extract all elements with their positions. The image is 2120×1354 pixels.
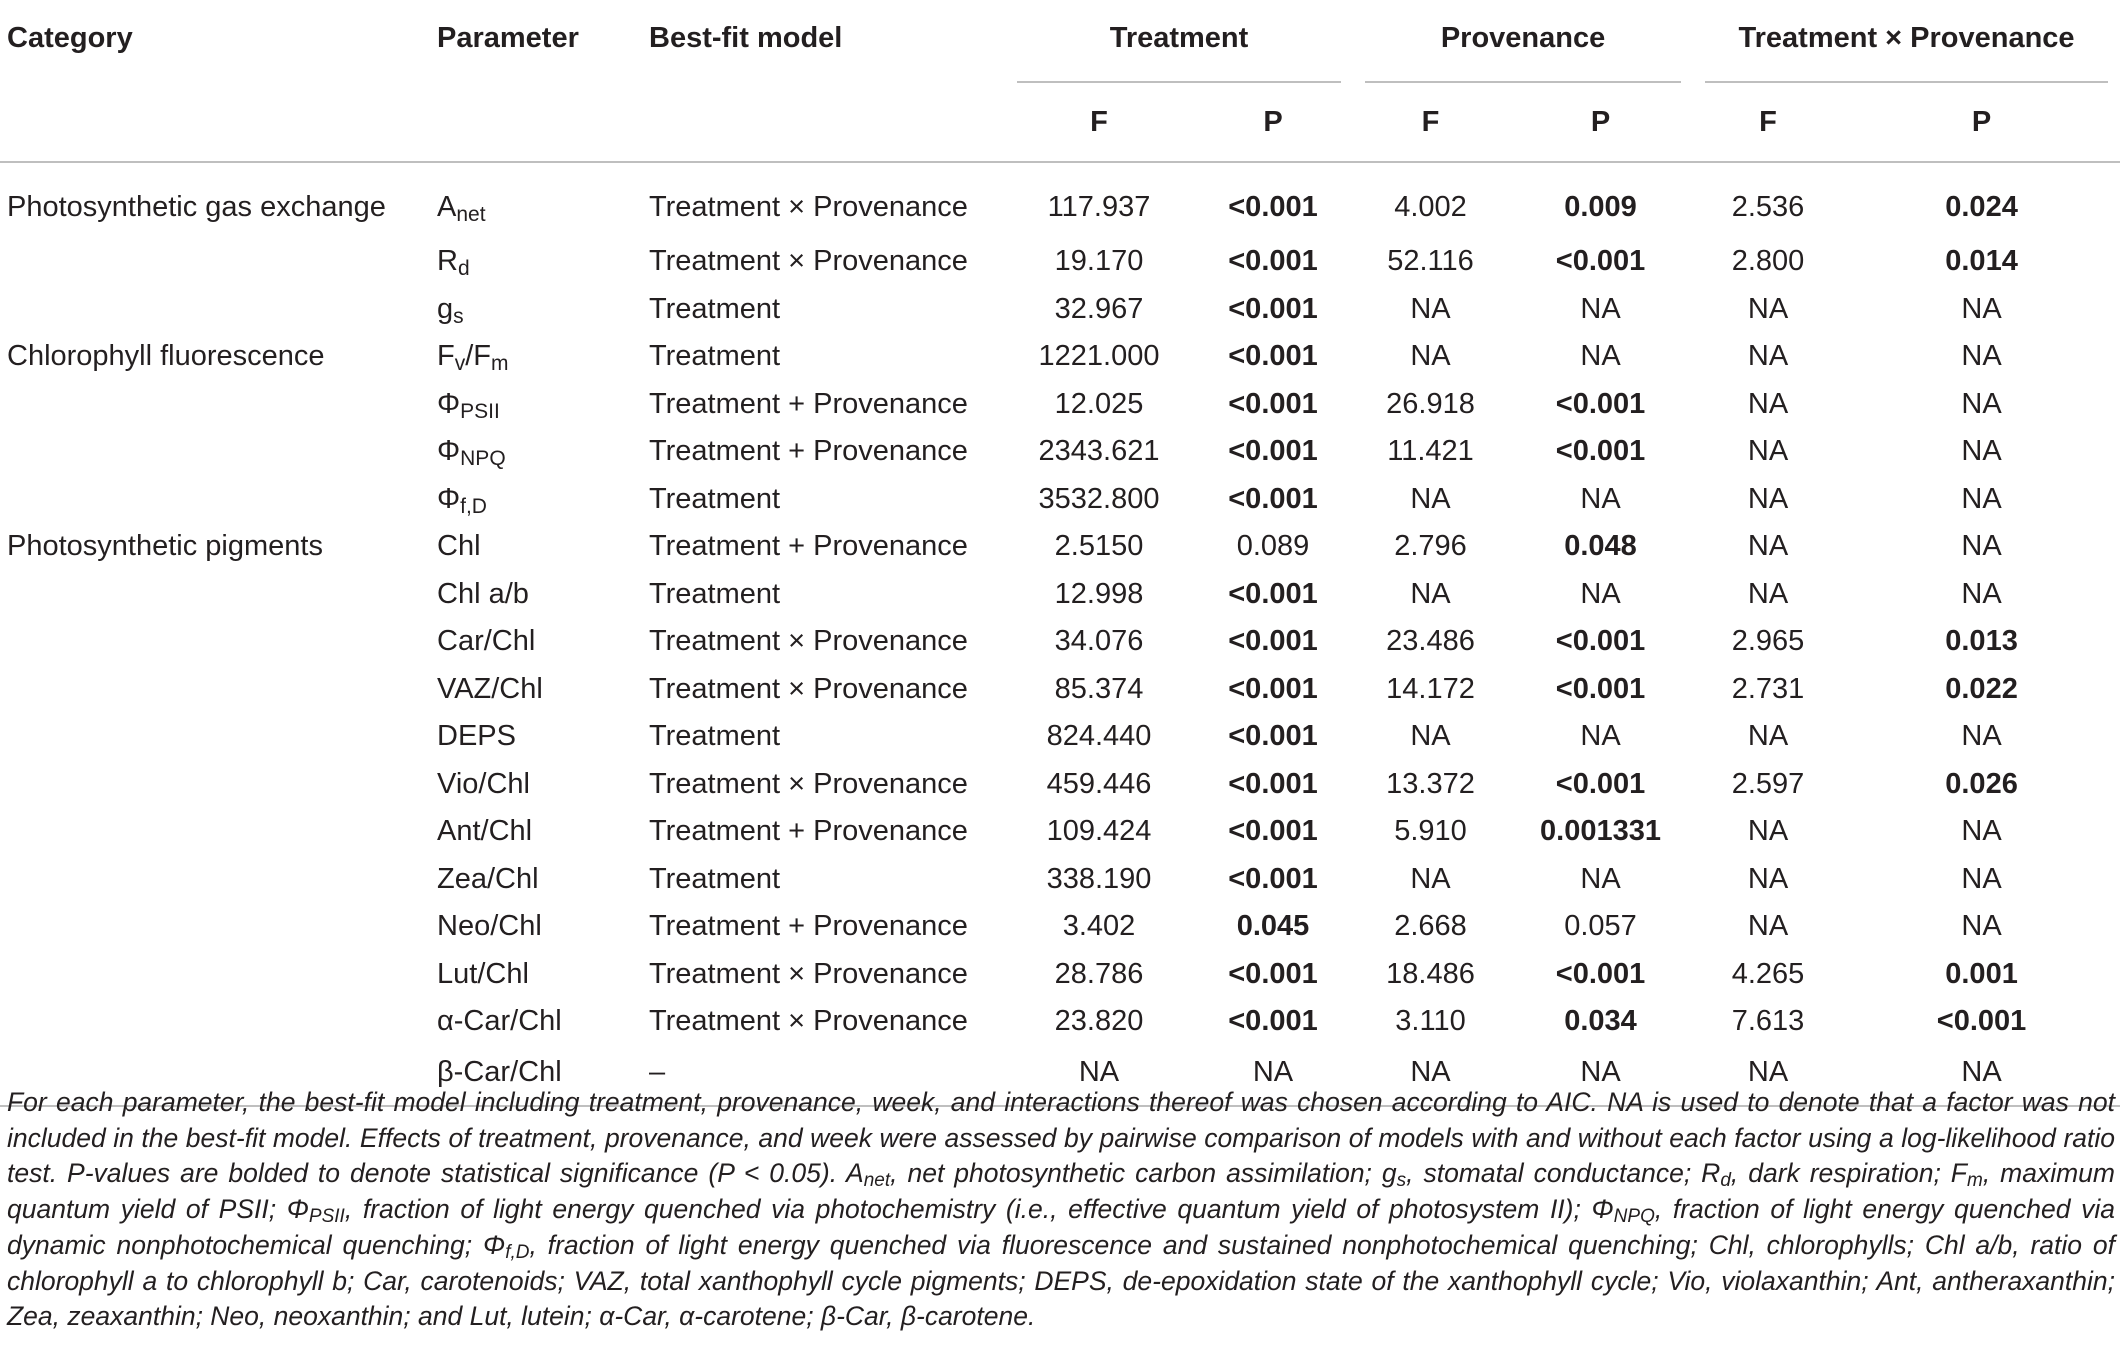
footnote-text-5: , maximum quantum yield of PSII; Φ xyxy=(7,1158,2115,1225)
cell-provenance-f: NA xyxy=(1410,720,1451,753)
header-group-interaction xyxy=(1693,0,2120,83)
parameter-symbol: Lut/Chl xyxy=(437,957,529,990)
cell-provenance-f: 14.172 xyxy=(1386,672,1475,705)
cell-category: Chlorophyll fluorescence xyxy=(7,340,325,373)
table-footnote xyxy=(7,1085,2115,1335)
cell-provenance-p: 0.057 xyxy=(1564,910,1637,943)
parameter-symbol: Neo/Chl xyxy=(437,910,542,943)
cell-treatment-f: 19.170 xyxy=(1054,245,1144,278)
cell-interaction-p: NA xyxy=(1961,482,2002,515)
cell-provenance-f: NA xyxy=(1410,1055,1451,1088)
cell-category xyxy=(0,998,437,1046)
table-header xyxy=(0,0,2120,162)
cell-provenance-p: 0.034 xyxy=(1564,1005,1637,1038)
cell-provenance-f: NA xyxy=(1410,862,1451,895)
cell-parameter xyxy=(437,162,649,238)
parameter-subscript: d xyxy=(457,257,470,281)
cell-treatment-f: 459.446 xyxy=(1046,767,1152,800)
parameter-subscript: NPQ xyxy=(460,447,506,471)
cell-provenance-p: <0.001 xyxy=(1555,387,1646,420)
cell-parameter xyxy=(437,808,649,856)
cell-provenance-p: 0.048 xyxy=(1564,530,1637,563)
cell-interaction-p: <0.001 xyxy=(1936,1005,2027,1038)
parameter-subscript: net xyxy=(456,203,486,226)
cell-treatment-f: 12.025 xyxy=(1054,387,1144,420)
parameter-symbol: α-Car/Chl xyxy=(437,1005,562,1038)
header-blank-model xyxy=(649,83,1005,162)
header-blank-parameter xyxy=(437,83,649,162)
footnote-text-6: , fraction of light energy quenched via photochemistry (i.e., effective quantum yield of photosystem II); Φ xyxy=(344,1194,1614,1225)
table-row xyxy=(0,713,2120,761)
cell-treatment-f: 23.820 xyxy=(1054,1005,1144,1038)
footnote-text-4: , dark respiration; F xyxy=(1730,1158,1967,1189)
footnote-text-7: , fraction of light energy quenched via dynamic nonphotochemical quenching; Φ xyxy=(7,1194,2115,1260)
cell-provenance-p: NA xyxy=(1580,340,1621,373)
cell-best-fit-model: Treatment × Provenance xyxy=(649,672,968,705)
table-body xyxy=(0,162,2120,1106)
cell-interaction-f: NA xyxy=(1747,435,1789,468)
cell-parameter xyxy=(437,286,649,334)
cell-provenance-p: <0.001 xyxy=(1555,435,1646,468)
parameter-subscript: v xyxy=(454,352,466,376)
cell-best-fit-model: Treatment + Provenance xyxy=(649,435,968,468)
cell-best-fit-model: Treatment xyxy=(649,340,781,373)
table-row xyxy=(0,476,2120,524)
cell-best-fit-model: Treatment xyxy=(649,720,781,753)
cell-provenance-f: 2.668 xyxy=(1394,910,1467,943)
table-row xyxy=(0,903,2120,951)
parameter-symbol: g xyxy=(437,292,454,325)
parameter-symbol: Φ xyxy=(437,435,461,468)
cell-provenance-f: 52.116 xyxy=(1387,245,1474,278)
cell-category: Photosynthetic pigments xyxy=(7,530,323,563)
cell-interaction-f: NA xyxy=(1747,815,1789,848)
cell-interaction-p: NA xyxy=(1961,720,2002,753)
header-group-treatment xyxy=(1005,0,1353,83)
footnote-text-8: , fraction of light energy quenched via fluorescence and sustained nonphotochemical quenching; Chl, chlorophylls; Chl a/b, ratio of chlorophyll a to chlorophyll b; Car, carotenoids; VAZ, total xanthophyll cycle pigments; DEPS, de-epoxidation state of the xanthophyll cycle; Vio, violaxanthin; Ant, antheraxanthin; Zea, zeaxanthin; Neo, neoxanthin; and Lut, lutein; α-Car, α-carotene; β-Car, β-carotene. xyxy=(7,1229,2115,1332)
header-row-groups xyxy=(0,0,2120,83)
cell-category xyxy=(0,808,437,856)
cell-interaction-f: NA xyxy=(1747,577,1789,610)
cell-provenance-p: <0.001 xyxy=(1555,245,1646,278)
cell-parameter xyxy=(437,761,649,809)
cell-interaction-p: NA xyxy=(1961,530,2002,563)
cell-interaction-p: NA xyxy=(1961,387,2002,420)
cell-category xyxy=(0,428,437,476)
cell-interaction-p: 0.001 xyxy=(1945,957,2018,990)
cell-category xyxy=(0,666,437,714)
parameter-symbol: VAZ/Chl xyxy=(437,672,543,705)
cell-interaction-p: NA xyxy=(1961,1055,2002,1088)
parameter-symbol: F xyxy=(437,340,455,373)
cell-best-fit-model: Treatment xyxy=(649,482,781,515)
cell-interaction-f: NA xyxy=(1747,530,1789,563)
header-group-interaction-label: Treatment × Provenance xyxy=(1738,22,2075,54)
cell-parameter xyxy=(437,381,649,429)
parameter-symbol: Chl a/b xyxy=(437,577,529,610)
cell-interaction-p: NA xyxy=(1961,577,2002,610)
parameter-subscript: s xyxy=(453,304,464,328)
header-group-treatment-label: Treatment xyxy=(1109,22,1249,54)
cell-best-fit-model: Treatment + Provenance xyxy=(649,910,968,943)
table-row xyxy=(0,666,2120,714)
footnote-sub-psii: PSII xyxy=(308,1206,345,1228)
parameter-symbol: DEPS xyxy=(437,720,516,753)
table-row xyxy=(0,761,2120,809)
cell-best-fit-model: Treatment xyxy=(649,292,781,325)
cell-interaction-p: 0.013 xyxy=(1945,625,2018,658)
cell-treatment-p: <0.001 xyxy=(1228,767,1318,800)
cell-treatment-p: 0.045 xyxy=(1236,910,1310,943)
cell-interaction-f: 7.613 xyxy=(1731,1005,1805,1038)
parameter-subscript: f,D xyxy=(460,494,487,518)
cell-interaction-f: NA xyxy=(1747,862,1789,895)
cell-category xyxy=(0,238,437,286)
cell-interaction-p: NA xyxy=(1961,435,2002,468)
parameter-subscript: PSII xyxy=(460,399,500,423)
cell-interaction-f: 2.965 xyxy=(1731,625,1805,658)
cell-best-fit-model: Treatment × Provenance xyxy=(649,767,968,800)
cell-interaction-f: NA xyxy=(1747,720,1789,753)
table-row xyxy=(0,856,2120,904)
cell-interaction-p: 0.022 xyxy=(1945,672,2018,705)
footnote-text-1: For each parameter, the best-fit model including treatment, provenance, week, and interactions thereof was chosen according to AIC. NA is used to denote that a factor was not included in the best-fit model. Effects of treatment, provenance, and week were assessed by pairwise comparison of models with and without each factor using a log-likelihood ratio test. P-values are bolded to denote statistical significance (P < 0.05). A xyxy=(7,1087,2115,1189)
cell-interaction-f: 2.536 xyxy=(1731,191,1805,223)
cell-category xyxy=(0,381,437,429)
cell-best-fit-model: – xyxy=(649,1055,666,1088)
cell-provenance-f: 11.421 xyxy=(1387,435,1474,468)
cell-treatment-p: NA xyxy=(1252,1055,1294,1088)
footnote-sub-m: m xyxy=(1966,1170,1983,1192)
parameter-symbol: Zea/Chl xyxy=(437,862,539,895)
cell-category xyxy=(0,713,437,761)
cell-category xyxy=(0,476,437,524)
cell-treatment-f: 338.190 xyxy=(1046,862,1152,895)
cell-category xyxy=(0,903,437,951)
table-row xyxy=(0,808,2120,856)
parameter-symbol: R xyxy=(437,245,458,278)
cell-provenance-p: 0.009 xyxy=(1564,191,1637,223)
cell-interaction-p: 0.026 xyxy=(1945,767,2018,800)
footnote-text-3: , stomatal conductance; R xyxy=(1406,1158,1721,1189)
cell-interaction-p: NA xyxy=(1961,292,2002,325)
table-row xyxy=(0,162,2120,238)
cell-interaction-f: 4.265 xyxy=(1731,957,1805,990)
cell-treatment-f: 824.440 xyxy=(1046,720,1152,753)
cell-interaction-p: 0.014 xyxy=(1945,245,2018,278)
table-row xyxy=(0,428,2120,476)
cell-treatment-f: NA xyxy=(1078,1055,1120,1088)
parameter-symbol: Φ xyxy=(437,387,461,420)
cell-treatment-f: 3.402 xyxy=(1062,910,1136,943)
table-row xyxy=(0,998,2120,1046)
cell-best-fit-model: Treatment × Provenance xyxy=(649,1005,968,1038)
cell-interaction-f: 2.597 xyxy=(1731,767,1805,800)
cell-treatment-f: 34.076 xyxy=(1054,625,1144,658)
cell-parameter xyxy=(437,666,649,714)
cell-interaction-f: NA xyxy=(1747,387,1789,420)
footnote-text-2: , net photosynthetic carbon assimilation; g xyxy=(890,1158,1397,1189)
cell-treatment-p: <0.001 xyxy=(1228,292,1318,325)
cell-treatment-f: 117.937 xyxy=(1047,191,1151,223)
cell-interaction-p: NA xyxy=(1961,815,2002,848)
header-provenance-f: F xyxy=(1421,105,1440,138)
cell-category xyxy=(0,761,437,809)
cell-treatment-p: <0.001 xyxy=(1228,957,1318,990)
cell-parameter xyxy=(437,333,649,381)
cell-interaction-p: NA xyxy=(1961,340,2002,373)
cell-category xyxy=(0,286,437,334)
parameter-suffix: /F xyxy=(465,340,491,373)
cell-treatment-f: 85.374 xyxy=(1054,672,1144,705)
cell-interaction-f: 2.731 xyxy=(1731,672,1805,705)
cell-interaction-f: NA xyxy=(1747,340,1789,373)
cell-provenance-f: 18.486 xyxy=(1386,957,1475,990)
cell-treatment-f: 12.998 xyxy=(1054,577,1144,610)
cell-best-fit-model: Treatment × Provenance xyxy=(649,191,968,223)
cell-treatment-p: <0.001 xyxy=(1228,577,1318,610)
cell-category xyxy=(0,571,437,619)
table-row xyxy=(0,523,2120,571)
cell-provenance-p: NA xyxy=(1580,577,1621,610)
header-blank-category xyxy=(0,83,437,162)
cell-best-fit-model: Treatment × Provenance xyxy=(649,625,968,658)
cell-treatment-f: 2343.621 xyxy=(1038,435,1160,468)
cell-best-fit-model: Treatment xyxy=(649,862,781,895)
cell-treatment-p: <0.001 xyxy=(1228,191,1318,223)
cell-parameter xyxy=(437,951,649,999)
header-group-provenance-label: Provenance xyxy=(1440,22,1606,54)
header-parameter: Parameter xyxy=(437,22,579,54)
header-treatment-p: P xyxy=(1263,105,1283,138)
cell-category xyxy=(0,856,437,904)
cell-treatment-f: 1221.000 xyxy=(1038,340,1160,373)
cell-treatment-p: <0.001 xyxy=(1228,815,1318,848)
cell-treatment-f: 109.424 xyxy=(1046,815,1152,848)
table-row xyxy=(0,381,2120,429)
cell-treatment-p: <0.001 xyxy=(1228,862,1318,895)
table-row xyxy=(0,238,2120,286)
footnote-sub-s: s xyxy=(1396,1170,1407,1192)
table-row xyxy=(0,286,2120,334)
cell-category: Photosynthetic gas exchange xyxy=(7,191,386,223)
cell-best-fit-model: Treatment + Provenance xyxy=(649,530,968,563)
cell-category xyxy=(0,618,437,666)
cell-treatment-p: <0.001 xyxy=(1228,1005,1318,1038)
header-treatment-f: F xyxy=(1090,105,1108,138)
cell-provenance-p: NA xyxy=(1580,862,1621,895)
cell-provenance-f: NA xyxy=(1410,482,1451,515)
cell-provenance-f: 5.910 xyxy=(1394,815,1467,848)
cell-best-fit-model: Treatment × Provenance xyxy=(649,245,968,278)
cell-treatment-f: 32.967 xyxy=(1054,292,1144,325)
header-row-stats xyxy=(0,83,2120,162)
parameter-symbol: Chl xyxy=(437,530,481,563)
cell-treatment-p: <0.001 xyxy=(1228,625,1318,658)
header-provenance-p: P xyxy=(1590,105,1611,138)
cell-provenance-p: NA xyxy=(1580,1055,1621,1088)
parameter-symbol: Ant/Chl xyxy=(437,815,533,848)
cell-provenance-p: <0.001 xyxy=(1555,767,1646,800)
cell-category xyxy=(0,951,437,999)
cell-provenance-p: 0.001331 xyxy=(1540,815,1661,848)
cell-parameter xyxy=(437,571,649,619)
cell-parameter xyxy=(437,618,649,666)
cell-treatment-p: <0.001 xyxy=(1228,245,1318,278)
cell-provenance-f: NA xyxy=(1410,340,1451,373)
cell-provenance-p: <0.001 xyxy=(1555,957,1646,990)
cell-provenance-f: NA xyxy=(1410,292,1451,325)
cell-best-fit-model: Treatment xyxy=(649,577,781,610)
cell-provenance-p: NA xyxy=(1580,292,1621,325)
footnote-sub-fd: f,D xyxy=(505,1241,530,1263)
cell-parameter xyxy=(437,523,649,571)
cell-treatment-f: 2.5150 xyxy=(1054,530,1144,563)
cell-treatment-p: <0.001 xyxy=(1228,720,1318,753)
cell-best-fit-model: Treatment × Provenance xyxy=(649,957,968,990)
cell-interaction-f: NA xyxy=(1747,1055,1789,1088)
cell-treatment-p: <0.001 xyxy=(1228,435,1318,468)
cell-provenance-f: 4.002 xyxy=(1394,191,1467,223)
cell-provenance-p: NA xyxy=(1580,720,1621,753)
cell-best-fit-model: Treatment + Provenance xyxy=(649,387,968,420)
cell-best-fit-model: Treatment + Provenance xyxy=(649,815,968,848)
cell-provenance-p: NA xyxy=(1580,482,1621,515)
header-interaction-f: F xyxy=(1759,105,1777,138)
cell-parameter xyxy=(437,856,649,904)
cell-treatment-p: <0.001 xyxy=(1228,340,1318,373)
cell-parameter xyxy=(437,903,649,951)
parameter-symbol: A xyxy=(437,191,457,223)
cell-parameter xyxy=(437,428,649,476)
cell-provenance-f: 26.918 xyxy=(1386,387,1475,420)
table-row xyxy=(0,951,2120,999)
table-row xyxy=(0,618,2120,666)
cell-provenance-f: 23.486 xyxy=(1386,625,1475,658)
cell-provenance-f: 2.796 xyxy=(1394,530,1467,563)
table-row xyxy=(0,333,2120,381)
header-best-fit-model: Best-fit model xyxy=(649,22,843,54)
cell-treatment-p: <0.001 xyxy=(1228,482,1318,515)
parameter-subscript-2: m xyxy=(491,352,509,376)
header-category: Category xyxy=(7,22,133,54)
cell-provenance-f: 13.372 xyxy=(1386,767,1475,800)
footnote-sub-net: net xyxy=(863,1170,891,1192)
cell-provenance-p: <0.001 xyxy=(1555,672,1646,705)
cell-provenance-p: <0.001 xyxy=(1555,625,1646,658)
cell-interaction-f: NA xyxy=(1747,482,1789,515)
cell-treatment-p: <0.001 xyxy=(1228,672,1318,705)
parameter-symbol: Φ xyxy=(437,482,461,515)
parameter-symbol: Car/Chl xyxy=(437,625,536,658)
parameter-symbol: β-Car/Chl xyxy=(437,1055,562,1088)
cell-interaction-f: 2.800 xyxy=(1731,245,1805,278)
header-interaction-p: P xyxy=(1971,105,1992,138)
cell-interaction-p: NA xyxy=(1961,910,2002,943)
parameter-symbol: Vio/Chl xyxy=(437,767,530,800)
cell-interaction-p: 0.024 xyxy=(1945,191,2018,223)
cell-treatment-f: 28.786 xyxy=(1054,957,1144,990)
cell-provenance-f: NA xyxy=(1410,577,1451,610)
header-group-provenance xyxy=(1353,0,1693,83)
cell-interaction-f: NA xyxy=(1747,910,1789,943)
cell-parameter xyxy=(437,998,649,1046)
cell-parameter xyxy=(437,713,649,761)
cell-provenance-f: 3.110 xyxy=(1395,1005,1466,1038)
cell-treatment-f: 3532.800 xyxy=(1038,482,1160,515)
footnote-sub-npq: NPQ xyxy=(1613,1206,1655,1228)
cell-treatment-p: 0.089 xyxy=(1236,530,1310,563)
cell-interaction-p: NA xyxy=(1961,862,2002,895)
cell-parameter xyxy=(437,238,649,286)
table-row xyxy=(0,571,2120,619)
footnote-sub-d: d xyxy=(1720,1170,1731,1192)
cell-parameter xyxy=(437,476,649,524)
cell-treatment-p: <0.001 xyxy=(1228,387,1318,420)
cell-interaction-f: NA xyxy=(1747,292,1789,325)
